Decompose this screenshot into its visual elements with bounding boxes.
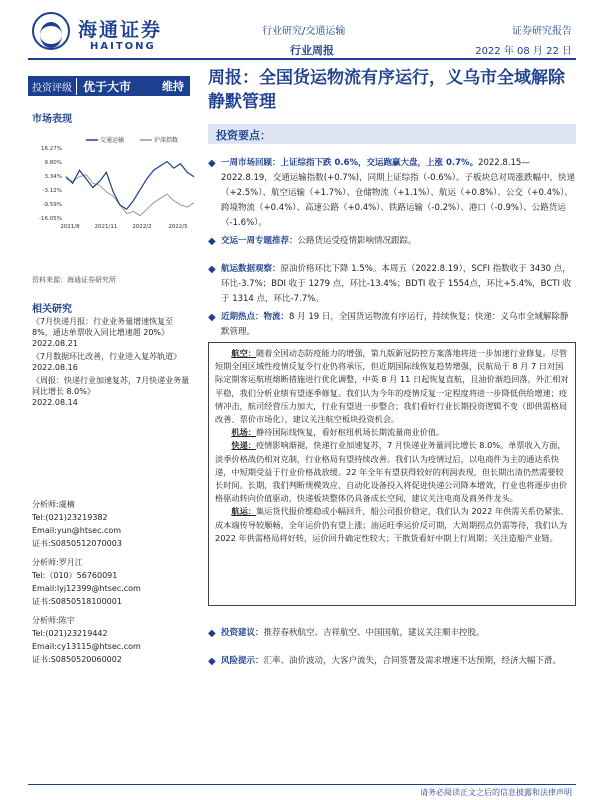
market-title: 市场表现 <box>32 114 72 125</box>
logo-english: HAITONG <box>90 41 156 52</box>
y-tick-label: -16.05% <box>39 216 62 222</box>
related-title: 相关研究 <box>32 304 72 315</box>
rating-change: 维持 <box>162 80 184 93</box>
key-points-bar: 投资要点： <box>208 124 576 144</box>
bullet-shipping: ◆ 航运数据观察：原油价格环比下降 1.5%。本周五（2022.8.19），SCFI 指数收于 3430 点，环比-3.7%；BDI 收于 1279 点，环比-13.4%；BDTI 收于 1554点，环比+5.4%，BCTI 收于 1314 点，环比-7.7%。 <box>208 264 572 304</box>
analyst-card: 分析师:罗月江 Tel:（010）56760091 Email:lyj12399@htsec.com 证书:S0850518100001 <box>32 558 141 606</box>
related-item[interactable]: 《周报：快递行业加速复苏，7月快递业务量同比增长 8.0%》 2022.08.14 <box>32 376 190 407</box>
related-item[interactable]: 《7月快递月报：行业业务量增速恢复至8%，通达单票收入同比增速超 20%》 2022.08.21 <box>32 317 174 348</box>
analyst-card: 分析师:陈宇 Tel:(021)23219442 Email:cy13115@htsec.com 证书:S0850520060002 <box>32 616 141 664</box>
analyst-list <box>32 498 192 672</box>
logo-text: 海通证券 <box>78 19 163 41</box>
footer-disclaimer: 请务必阅读正文之后的信息披露和法律声明 <box>420 788 572 797</box>
report-type: 行业周报 <box>290 44 334 57</box>
related-item[interactable]: 《7月数据环比改善，行业进入复苏轨道》 2022.08.16 <box>32 352 182 372</box>
x-tick-label: 2022/5 <box>168 224 188 230</box>
report-label: 证券研究报告 <box>512 26 572 37</box>
x-tick-label: 2021/11 <box>94 224 118 230</box>
legend-transport: 交通运输 <box>100 137 125 144</box>
legend-index: 沪深指数 <box>154 137 179 144</box>
market-chart <box>28 132 198 232</box>
rating-value: 优于大市 <box>76 78 137 95</box>
bullet-icon: ◆ <box>208 264 216 275</box>
bullet-icon: ◆ <box>208 236 216 247</box>
analyst-card: 分析师:虞楠 Tel:(021)23219382 Email:yun@htsec.com 证书:S0850512070003 <box>32 500 122 548</box>
bullet-market-review: ◆ 一周市场回顾：上证综指下跌 0.6%，交运跑赢大盘，上涨 0.7%。2022.8.15—2022.8.19，交通运输指数(+0.7%)，同期上证综指（-0.6%）。子板块总对周涨跌幅中，快递（+2.5%）、航空运输（+1.7%）、仓储物流（+1.1%）、航运（+0.8%）、公交（+0.4%）、跨境物流（+0.4%）、高速公路（+0.4%）、铁路运输（-0.2%）、港口（-0.9%）、公路货运（-1.6%）。 <box>208 158 576 228</box>
x-tick-label: 2022/2 <box>132 224 152 230</box>
header-divider <box>28 58 576 60</box>
bullet-icon: ◆ <box>208 158 216 169</box>
bullet-hotspot: ◆ 近期热点：物流：8 月 19 日，全国货运物流有序运行，持续恢复；快递：义乌市全域解除静默管理。 <box>208 312 569 337</box>
y-tick-label: -9.59% <box>42 202 62 208</box>
bullet-icon: ◆ <box>208 628 216 639</box>
y-tick-label: 9.80% <box>44 160 62 166</box>
y-tick-label: 3.34% <box>44 174 62 180</box>
sector-analysis-box: 航空：随着全国动态防疫能力的增强，第九版新冠防控方案落地将进一步加速行业修复。尽管短期全国区域性疫情反复令行业仍将承压，但近期国际线恢复趋势增强，民航局于 8 月 7 日对国际定期客运航班熔断措施进行优化调整，中英 8 月 11 日起恢复直航，且油价渐趋回落，外汇相对平稳，我们分析业绩有望逐季修复。我们认为今年的疫情反复一定程度将进一步降低供给增速；疫情冲击，航司经营压力加大，行业有望进一步整合；我们看好行业长期投资逻辑不变（即供需格局改善、票价市场化），建议关注航空板块投资机会。 机场：静待国际线恢复，看好枢纽机场长期流量商业价值。 快递：疫情影响渐褪，快递行业加速复苏，7 月快递业务量同比增长 8.0%。单票收入方面，淡季价格战仍相对克制，行业格局有望持续改善。我们认为疫情过后，以电商件为主的通达系快递，中短期受益于行业价格战放缓。22 年全年有望获得较好的利润表现，但长期出清仍然需要较长时间。长期，我们判断规模效应、自动化设备投入将促进快递公司降本增效，行业也将逐步由价格驱动转向价值驱动，快递板块整体仍具备成长空间，建议关注电商及商务件龙头。 航运：集运货代报价维稳或小幅回升，船公司报价稳定，我们认为 2022 年供需关系仍紧张、成本端传导较顺畅，全年运价仍有望上涨；油运旺季运价反可期，大周期拐点仍需等待，我们认为 2022 年供需格局将好转，运价回升确定性较大；干散货看好中期上行周期；关注造船产业链。 <box>208 342 576 606</box>
y-tick-label: 16.27% <box>41 146 62 152</box>
bullet-advice: ◆ 投资建议：推荐春秋航空、吉祥航空、中国国航，建议关注顺丰控股。 <box>208 628 485 639</box>
x-tick-label: 2021/8 <box>60 224 80 230</box>
bullet-risk: ◆ 风险提示：汇率、油价波动，大客户流失，合同签署及需求增速不达预期，经济大幅下滑。 <box>208 656 562 667</box>
series-transport-line <box>66 162 194 210</box>
investment-rating <box>28 76 190 96</box>
rating-label: 投资评级 <box>32 82 72 94</box>
bullet-topic: ◆ 交运一周专题推荐：公路货运受疫情影响情况跟踪。 <box>208 236 417 247</box>
series-index-line <box>66 175 194 216</box>
chart-legend <box>86 136 178 144</box>
chart-source: 资料来源：海通证券研究所 <box>32 276 116 284</box>
y-tick-label: -3.12% <box>42 188 62 194</box>
bullet-icon: ◆ <box>208 656 216 667</box>
report-category: 行业研究/交通运输 <box>262 26 346 37</box>
footer-divider <box>28 784 576 785</box>
report-title: 周报：全国货运物流有序运行，义乌市全域解除静默管理 <box>208 68 565 112</box>
related-list <box>32 316 192 410</box>
logo-mark-icon <box>32 12 70 50</box>
bullet-icon: ◆ <box>208 312 216 323</box>
report-date: 2022 年 08 月 22 日 <box>475 46 572 57</box>
